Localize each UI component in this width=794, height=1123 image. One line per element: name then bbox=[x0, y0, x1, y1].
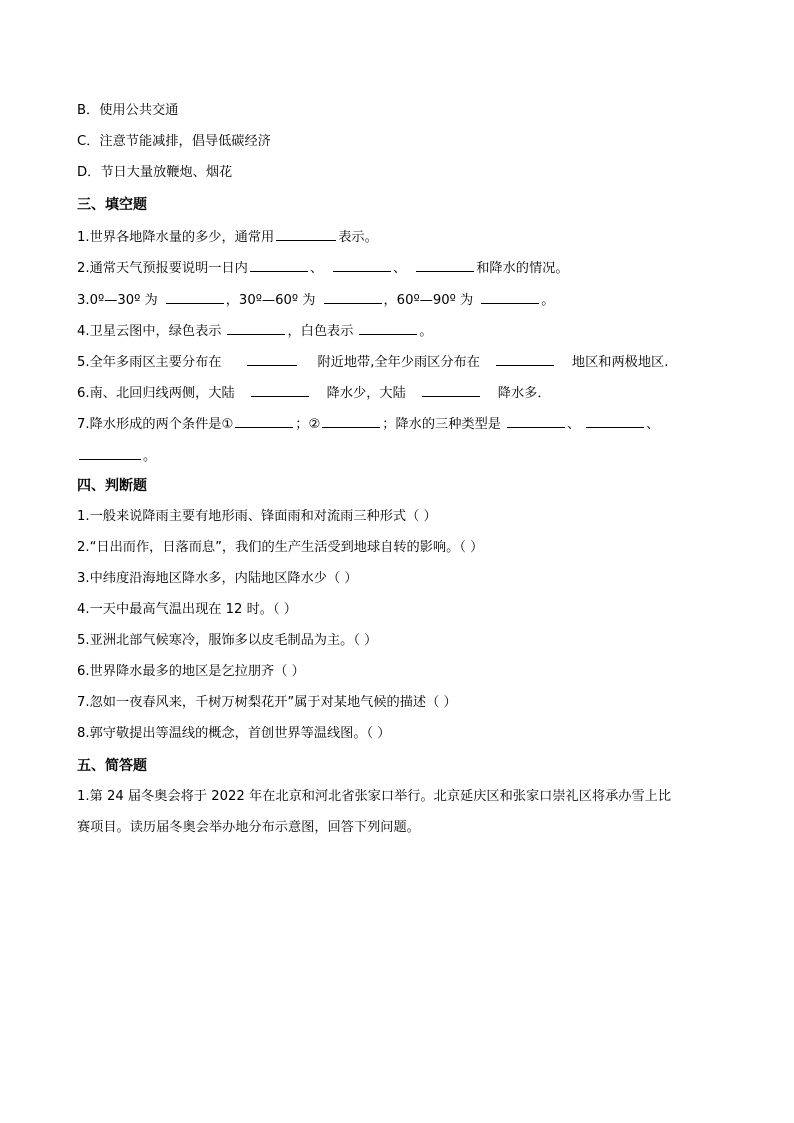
answer-blank[interactable] bbox=[324, 289, 382, 304]
answer-blank[interactable] bbox=[481, 289, 539, 304]
section-judgement-title: 四、判断题 bbox=[77, 478, 147, 494]
fill-question-1: 1.世界各地降水量的多少，通常用 表示。 bbox=[77, 226, 378, 248]
answer-blank[interactable] bbox=[276, 226, 336, 241]
judgement-item-2: 2.“日出而作，日落而息”，我们的生产生活受到地球自转的影响。（ ） bbox=[77, 540, 484, 555]
answer-blank[interactable] bbox=[227, 320, 285, 335]
answer-blank[interactable] bbox=[507, 413, 565, 428]
answer-blank[interactable] bbox=[79, 445, 141, 460]
judgement-item-5: 5.亚洲北部气候寒冷，服饰多以皮毛制品为主。（ ） bbox=[77, 633, 378, 648]
answer-blank[interactable] bbox=[247, 351, 297, 366]
fill-question-4: 4.卫星云图中，绿色表示 ，白色表示 。 bbox=[77, 320, 433, 342]
answer-blank[interactable] bbox=[586, 413, 644, 428]
fill-question-5: 5.全年多雨区主要分布在 附近地带,全年少雨区分布在 地区和两极地区. bbox=[77, 351, 668, 373]
short-answer-question-1-line-1: 1.第 24 届冬奥会将于 2022 年在北京和河北省张家口举行。北京延庆区和张家口崇礼区将承办雪上比 bbox=[77, 789, 672, 804]
fill-question-7-continued: 。 bbox=[77, 445, 156, 467]
fill-question-3: 3.0º—30º 为 ，30º—60º 为 ，60º—90º 为 。 bbox=[77, 289, 554, 311]
answer-blank[interactable] bbox=[496, 351, 554, 366]
option-d: D．节日大量放鞭炮、烟花 bbox=[77, 165, 233, 180]
judgement-item-1: 1.一般来说降雨主要有地形雨、锋面雨和对流雨三种形式（ ） bbox=[77, 509, 437, 524]
answer-blank[interactable] bbox=[416, 257, 474, 272]
fill-question-2: 2.通常天气预报要说明一日内 、 、 和降水的情况。 bbox=[77, 257, 569, 279]
fill-question-7: 7.降水形成的两个条件是① ；② ；降水的三种类型是 、 、 bbox=[77, 413, 659, 435]
fill-question-6: 6.南、北回归线两侧，大陆 降水少，大陆 降水多． bbox=[77, 382, 551, 404]
section-short-answer-title: 五、简答题 bbox=[77, 758, 147, 774]
section-fill-blank-title: 三、填空题 bbox=[77, 197, 147, 213]
option-b: B．使用公共交通 bbox=[77, 103, 179, 118]
judgement-item-3: 3.中纬度沿海地区降水多，内陆地区降水少（ ） bbox=[77, 571, 358, 586]
answer-blank[interactable] bbox=[166, 289, 224, 304]
answer-blank[interactable] bbox=[422, 382, 480, 397]
answer-blank[interactable] bbox=[322, 413, 380, 428]
answer-blank[interactable] bbox=[235, 413, 293, 428]
short-answer-question-1-line-2: 赛项目。读历届冬奥会举办地分布示意图，回答下列问题。 bbox=[77, 820, 420, 835]
judgement-item-4: 4.一天中最高气温出现在 12 时。（ ） bbox=[77, 602, 297, 617]
answer-blank[interactable] bbox=[333, 257, 391, 272]
answer-blank[interactable] bbox=[359, 320, 417, 335]
judgement-item-8: 8.郭守敬提出等温线的概念，首创世界等温线图。（ ） bbox=[77, 726, 391, 741]
answer-blank[interactable] bbox=[251, 382, 309, 397]
judgement-item-7: 7.忽如一夜春风来，千树万树梨花开”属于对某地气候的描述（ ） bbox=[77, 695, 457, 710]
answer-blank[interactable] bbox=[250, 257, 308, 272]
judgement-item-6: 6.世界降水最多的地区是乞拉朋齐（ ） bbox=[77, 664, 305, 679]
option-c: C．注意节能减排，倡导低碳经济 bbox=[77, 134, 271, 149]
